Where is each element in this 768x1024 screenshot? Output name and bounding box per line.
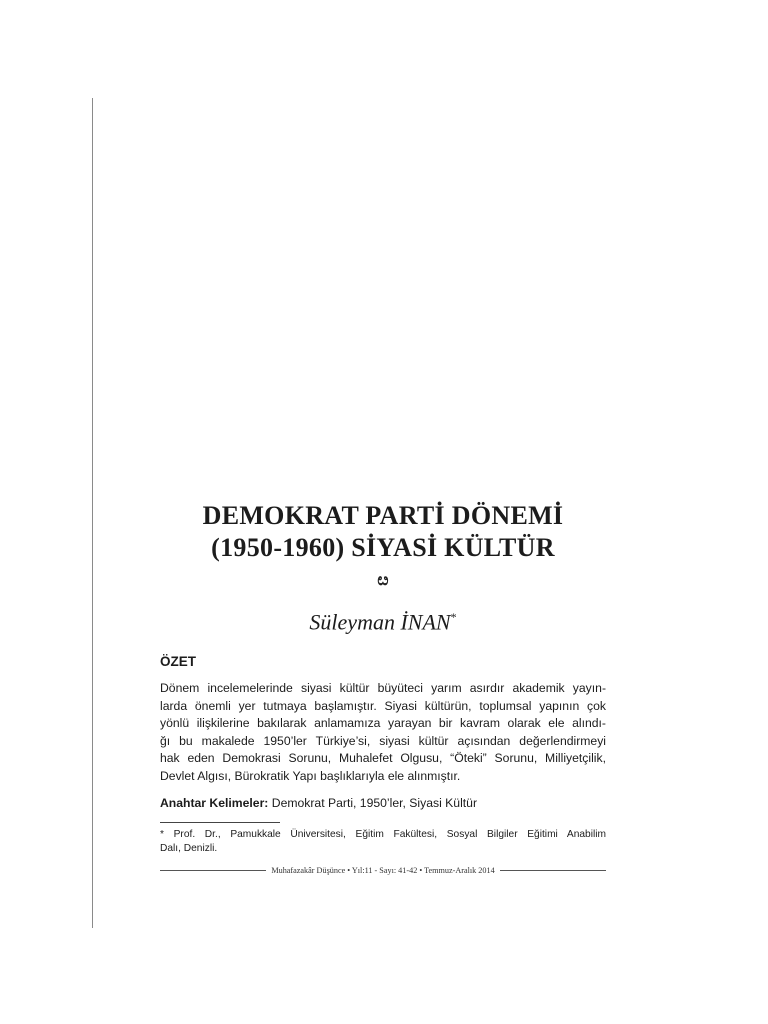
- keywords: [160, 795, 606, 812]
- abstract-line: larda önemli yer tutmaya başlamıştır. Siyasi kültürün, toplumsal yapının çok: [160, 698, 606, 713]
- keywords-label: Anahtar Kelimeler:: [160, 796, 269, 810]
- footnote-line-2: Dalı, Denizli.: [160, 843, 218, 854]
- footer-rule-left: [160, 870, 266, 871]
- title-line-2: (1950-1960) SİYASİ KÜLTÜR: [211, 533, 555, 562]
- abstract-line: yönlü ilişkilerine bakılarak anlamamıza yarayan bir kavram olarak ele alındı-: [160, 716, 606, 731]
- abstract-line: hak eden Demokrasi Sorunu, Muhalefet Olgusu, “Öteki” Sorunu, Milliyetçilik,: [160, 751, 606, 766]
- title-line-1: DEMOKRAT PARTİ DÖNEMİ: [202, 501, 564, 530]
- footnote-line-1: * Prof. Dr., Pamukkale Üniversitesi, Eğitim Fakültesi, Sosyal Bilgiler Eğitimi Anabilim: [160, 829, 606, 840]
- footer-text: Muhafazakâr Düşünce • Yıl:11 - Sayı: 41-42 • Temmuz-Aralık 2014: [271, 866, 495, 875]
- author-name: [160, 603, 606, 636]
- scan-margin-line: [92, 98, 93, 928]
- keywords-text: Demokrat Parti, 1950’ler, Siyasi Kültür: [268, 796, 478, 810]
- footnote-divider: [160, 822, 280, 823]
- author-footnote: [160, 828, 606, 856]
- journal-footer: [160, 866, 606, 875]
- abstract-line: ğı bu makalede 1950’ler Türkiye’si, siyasi kültür açısından değerlendirmeyi: [160, 733, 606, 748]
- ornament-icon: ೞ: [377, 570, 389, 590]
- abstract-line: Devlet Algısı, Bürokratik Yapı başlıklarıyla ele alınmıştır.: [160, 768, 461, 783]
- article-title: [160, 500, 606, 564]
- abstract-line: Dönem incelemelerinde siyasi kültür büyüteci yarım asırdır akademik yayın-: [160, 681, 606, 695]
- abstract-body: [160, 680, 606, 786]
- abstract-heading: ÖZET: [160, 654, 196, 669]
- author-footnote-mark: *: [450, 610, 457, 624]
- footer-rule-right: [500, 870, 606, 871]
- author-name-text: Süleyman İNAN: [309, 609, 451, 635]
